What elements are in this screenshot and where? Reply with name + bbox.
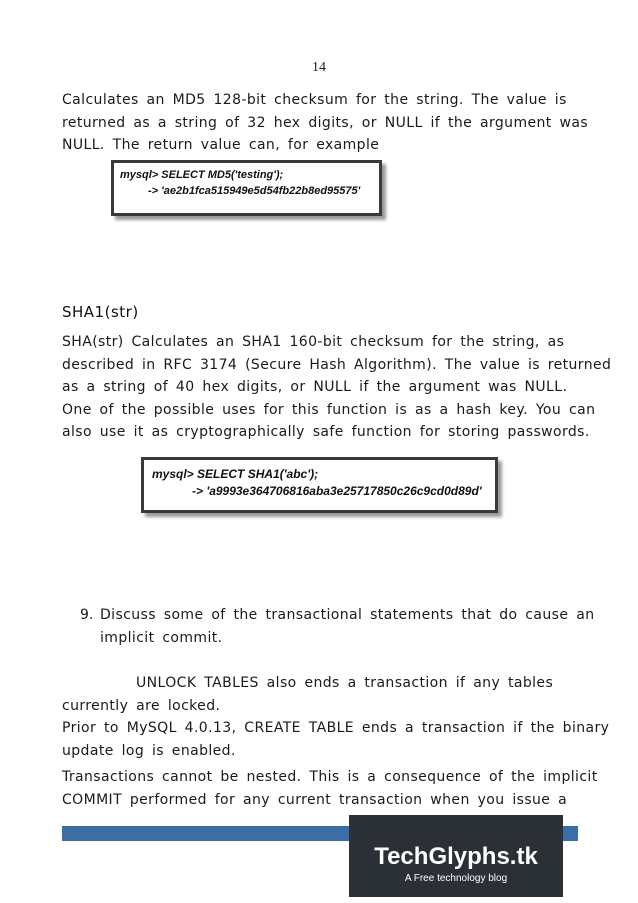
code-line: mysql> SELECT SHA1('abc'); [152, 467, 319, 481]
answer-paragraph [62, 766, 598, 811]
md5-description [62, 89, 589, 157]
text-line: update log is enabled. [62, 742, 236, 759]
site-logo[interactable] [349, 815, 563, 897]
sha1-code-example [141, 457, 498, 513]
text-line: NULL. The return value can, for example [62, 137, 380, 153]
section-heading: SHA1(str) [62, 303, 139, 321]
text-line: Discuss some of the transactional statements that do cause an [100, 607, 595, 623]
text-line: as a string of 40 hex digits, or NULL if the argument was NULL. [62, 379, 568, 395]
code-line: -> 'ae2b1fca515949e5d54fb22b8ed95575' [148, 185, 361, 197]
text-line: SHA(str) Calculates an SHA1 160-bit checksum for the string, as [62, 334, 565, 350]
page-number: 14 [312, 60, 326, 75]
text-line: Calculates an MD5 128-bit checksum for the string. The value is [62, 92, 567, 108]
text-line: also use it as cryptographically safe function for storing passwords. [62, 424, 590, 440]
answer-paragraph [62, 672, 610, 762]
list-number: 9. [80, 607, 94, 623]
logo-subtitle: A Free technology blog [404, 873, 508, 884]
text-line: currently are locked. [62, 697, 221, 714]
question-text [100, 604, 595, 649]
text-line: COMMIT performed for any current transaction when you issue a [62, 791, 568, 808]
sha1-description [62, 331, 612, 444]
text-line: One of the possible uses for this function is as a hash key. You can [62, 401, 596, 418]
logo-title: TechGlyphs.tk [374, 843, 538, 870]
code-line: mysql> SELECT MD5('testing'); [120, 169, 284, 181]
text-line: returned as a string of 32 hex digits, or NULL if the argument was [62, 114, 589, 131]
text-line: Transactions cannot be nested. This is a consequence of the implicit [62, 769, 598, 785]
code-line: -> 'a9993e364706816aba3e25717850c26c9cd0d89d' [192, 484, 482, 498]
text-line: implicit commit. [100, 629, 223, 646]
text-line: UNLOCK TABLES also ends a transaction if any tables [136, 675, 554, 691]
text-line: Prior to MySQL 4.0.13, CREATE TABLE ends a transaction if the binary [62, 720, 610, 736]
md5-code-example [111, 160, 382, 216]
text-line: described in RFC 3174 (Secure Hash Algorithm). The value is returned [62, 356, 612, 373]
